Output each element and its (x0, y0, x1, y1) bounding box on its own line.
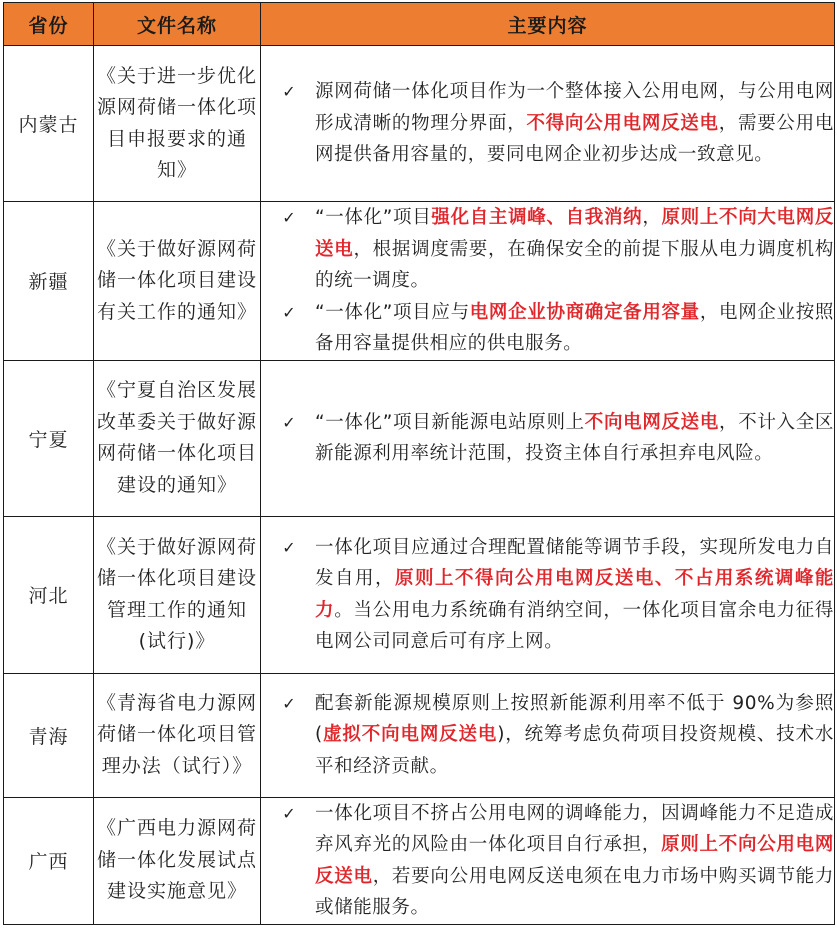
document-name-cell: 《关于做好源网荷储一体化项目建设管理工作的通知(试行)》 (94, 516, 261, 673)
content-text: 源网荷储一体化项目作为一个整体接入公用电网，与公用电网形成清晰的物理分界面，不得向公用电网反送电，需要公用电网提供备用容量的，要同电网企业初步达成一致意见。 (315, 81, 834, 166)
table-row (4, 202, 835, 361)
table-row (4, 360, 835, 516)
content-text: 一体化项目不挤占公用电网的调峰能力，因调峰能力不足造成弃风弃光的风险由一体化项目自行承担，原则上不向公用电网反送电，若要向公用电网反送电须在电力市场中购买调节能力或储能服务。 (315, 802, 834, 918)
province-cell: 河北 (4, 516, 94, 673)
content-point (261, 76, 834, 171)
content-point (261, 688, 834, 783)
content-text: 配套新能源规模原则上按照新能源利用率不低于 90%为参照(虚拟不向电网反送电)，统筹考虑负荷项目投资规模、技术水平和经济贡献。 (315, 692, 834, 777)
content-cell (261, 673, 835, 797)
content-text: “一体化”项目新能源电站原则上不向电网反送电，不计入全区新能源利用率统计范围，投资主体自行承担弃电风险。 (315, 411, 835, 464)
province-cell: 宁夏 (4, 360, 94, 516)
table-row (4, 673, 835, 797)
check-icon: ✓ (282, 208, 296, 227)
highlight-text: 虚拟不向电网反送电 (322, 724, 498, 746)
document-name-cell: 《宁夏自治区发展改革委关于做好源网荷储一体化项目建设的通知》 (94, 360, 261, 516)
content-cell (261, 46, 835, 202)
header-document-name: 文件名称 (94, 3, 261, 46)
highlight-text: 原则上不向公用电网反送电 (315, 834, 834, 887)
header-province: 省份 (4, 3, 94, 46)
content-point (261, 202, 834, 297)
content-text: “一体化”项目强化自主调峰、自我消纳，原则上不向大电网反送电，根据调度需要，在确保安全的前提下服从电力调度机构的统一调度。 (315, 207, 834, 291)
highlight-text: 强化自主调峰、自我消纳 (431, 207, 643, 228)
content-text: 一体化项目应通过合理配置储能等调节手段，实现所发电力自发自用，原则上不得向公用电网反送电、不占用系统调峰能力。当公用电力系统确有消纳空间，一体化项目富余电力征得电网公司同意后可有序上网。 (315, 536, 834, 652)
content-cell (261, 202, 835, 361)
policy-table (3, 2, 835, 925)
content-point (261, 532, 834, 658)
province-cell: 青海 (4, 673, 94, 797)
document-name-cell: 《青海省电力源网荷储一体化项目管理办法（试行）》 (94, 673, 261, 797)
content-point (261, 407, 834, 470)
check-icon: ✓ (282, 803, 296, 823)
table-row (4, 797, 835, 924)
content-cell (261, 360, 835, 516)
highlight-text: 电网企业协商确定备用容量 (469, 301, 700, 323)
table-row (4, 516, 835, 673)
content-point (261, 297, 834, 360)
header-main-content: 主要内容 (261, 3, 835, 46)
check-icon: ✓ (282, 82, 296, 102)
content-text: “一体化”项目应与电网企业协商确定备用容量，电网企业按照备用容量提供相应的供电服务。 (315, 301, 835, 354)
header-row (4, 3, 835, 46)
check-icon: ✓ (282, 412, 296, 432)
document-name-cell: 《关于做好源网荷储一体化项目建设有关工作的通知》 (94, 202, 261, 361)
content-cell (261, 797, 835, 924)
highlight-text: 不得向公用电网反送电 (526, 112, 719, 134)
province-cell: 广西 (4, 797, 94, 924)
document-name-cell: 《关于进一步优化源网荷储一体化项目申报要求的通知》 (94, 46, 261, 202)
highlight-text: 不向电网反送电 (584, 411, 720, 433)
highlight-text: 原则上不向大电网反送电 (315, 207, 834, 260)
check-icon: ✓ (282, 537, 296, 557)
highlight-text: 原则上不得向公用电网反送电、不占用系统调峰能力 (315, 568, 834, 621)
province-cell: 内蒙古 (4, 46, 94, 202)
check-icon: ✓ (282, 302, 296, 322)
table-row (4, 46, 835, 202)
document-name-cell: 《广西电力源网荷储一体化发展试点建设实施意见》 (94, 797, 261, 924)
province-cell: 新疆 (4, 202, 94, 361)
check-icon: ✓ (282, 693, 296, 713)
content-point (261, 798, 834, 924)
content-cell (261, 516, 835, 673)
